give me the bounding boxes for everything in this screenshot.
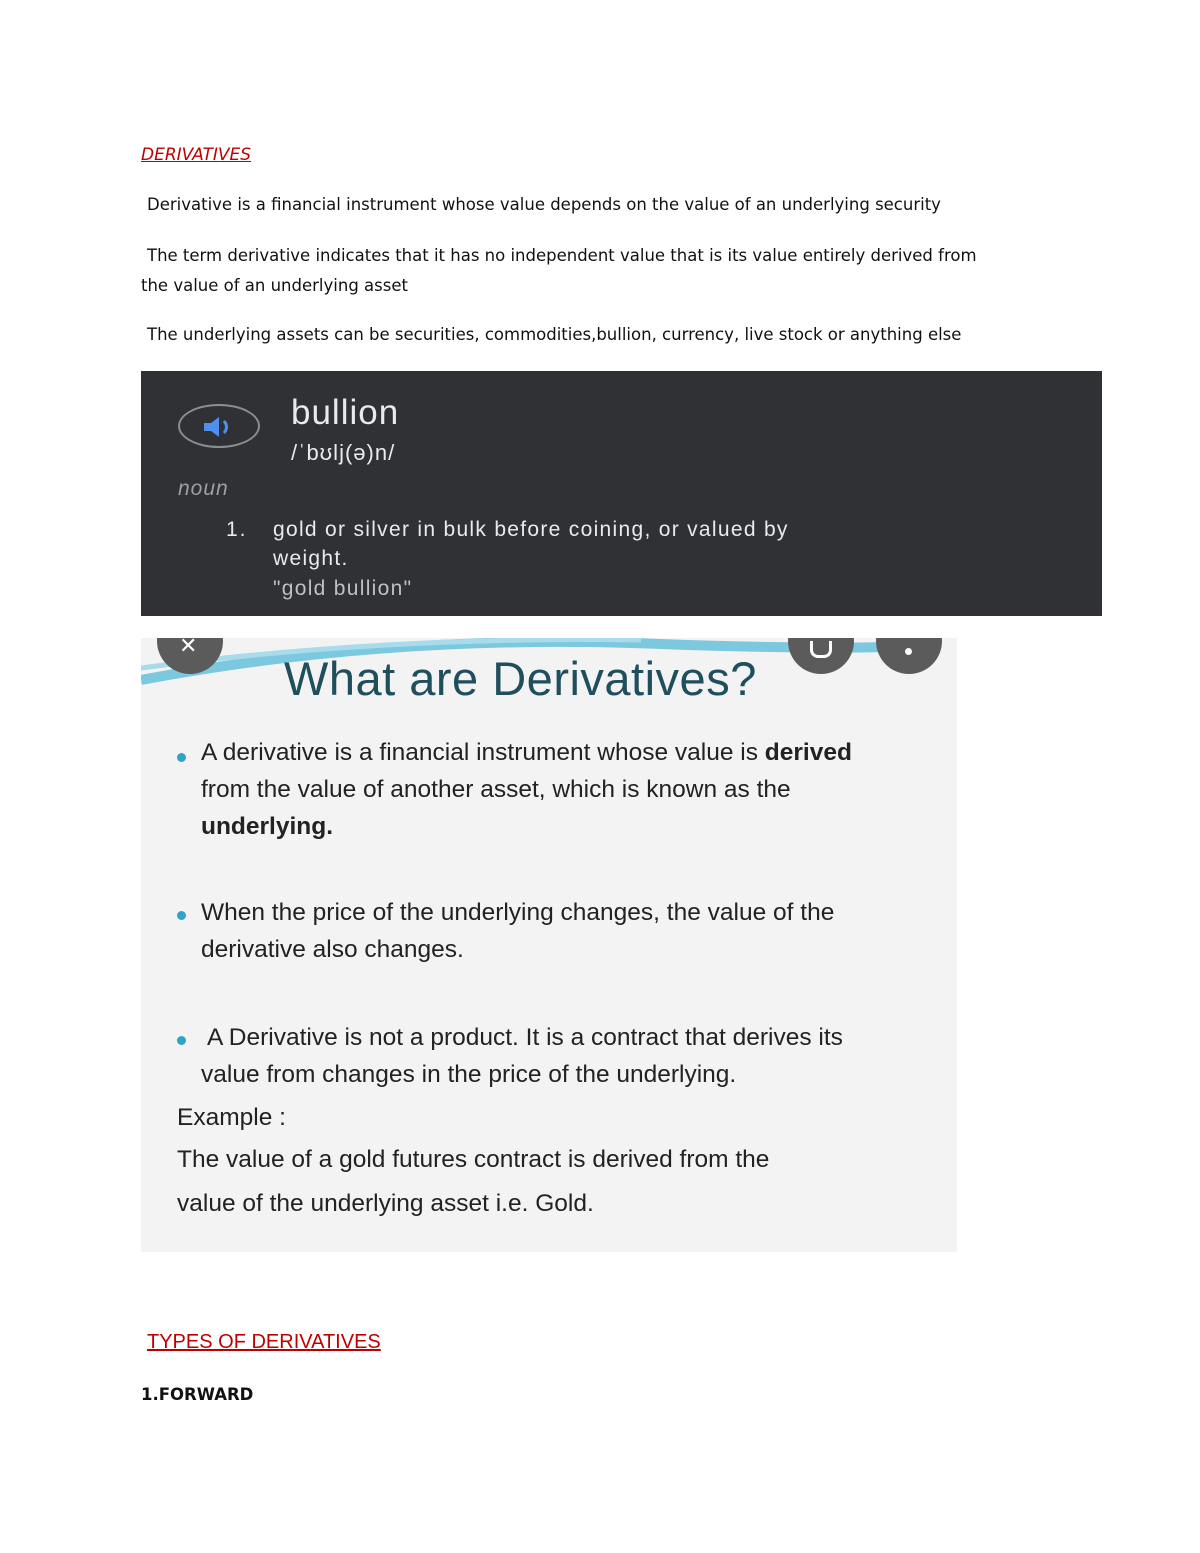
dictionary-part-of-speech: noun <box>178 477 229 500</box>
bullet1-line3: underlying. <box>201 813 334 840</box>
paragraph-term-line1: The term derivative indicates that it has no independent value that is its value entirely derived from <box>147 246 977 265</box>
dictionary-card <box>141 371 1102 616</box>
bullet-dot <box>177 911 186 920</box>
share-icon <box>810 641 832 658</box>
dictionary-phonetic: /ˈbʊlj(ə)n/ <box>291 440 396 465</box>
paragraph-underlying-assets: The underlying assets can be securities, commodities,bullion, currency, live stock or anything else <box>147 325 962 344</box>
paragraph-term-line2: the value of an underlying asset <box>141 276 408 295</box>
bullet-dot <box>177 753 186 762</box>
bullet3-line1: A Derivative is not a product. It is a contract that derives its <box>207 1024 843 1051</box>
bullet-dot <box>177 1036 186 1045</box>
example-line1: The value of a gold futures contract is derived from the <box>177 1146 770 1173</box>
speaker-icon <box>202 416 242 438</box>
example-line2: value of the underlying asset i.e. Gold. <box>177 1190 594 1217</box>
speaker-button[interactable] <box>178 404 260 448</box>
definition-example: "gold bullion" <box>273 577 413 600</box>
example-label: Example : <box>177 1104 286 1131</box>
dictionary-word: bullion <box>291 393 400 432</box>
types-item-forward: 1.FORWARD <box>141 1385 254 1404</box>
close-icon: ✕ <box>179 638 198 659</box>
bullet3-line2: value from changes in the price of the underlying. <box>201 1061 737 1088</box>
page-heading: DERIVATIVES <box>141 145 252 165</box>
definition-line2: weight. <box>273 547 349 570</box>
definition-number: 1. <box>226 518 248 541</box>
paragraph-definition: Derivative is a financial instrument whose value depends on the value of an underlying security <box>147 195 941 214</box>
slide-image <box>141 638 957 1252</box>
bullet2-line2: derivative also changes. <box>201 936 464 963</box>
definition-line1: gold or silver in bulk before coining, or valued by <box>273 518 789 541</box>
bullet2-line1: When the price of the underlying changes, the value of the <box>201 899 835 926</box>
more-icon <box>905 648 912 655</box>
bullet1-line1: A derivative is a financial instrument whose value is derived <box>201 739 852 766</box>
bullet1-line2: from the value of another asset, which is known as the <box>201 776 791 803</box>
slide-title: What are Derivatives? <box>284 652 757 705</box>
types-heading: TYPES OF DERIVATIVES <box>147 1331 381 1353</box>
